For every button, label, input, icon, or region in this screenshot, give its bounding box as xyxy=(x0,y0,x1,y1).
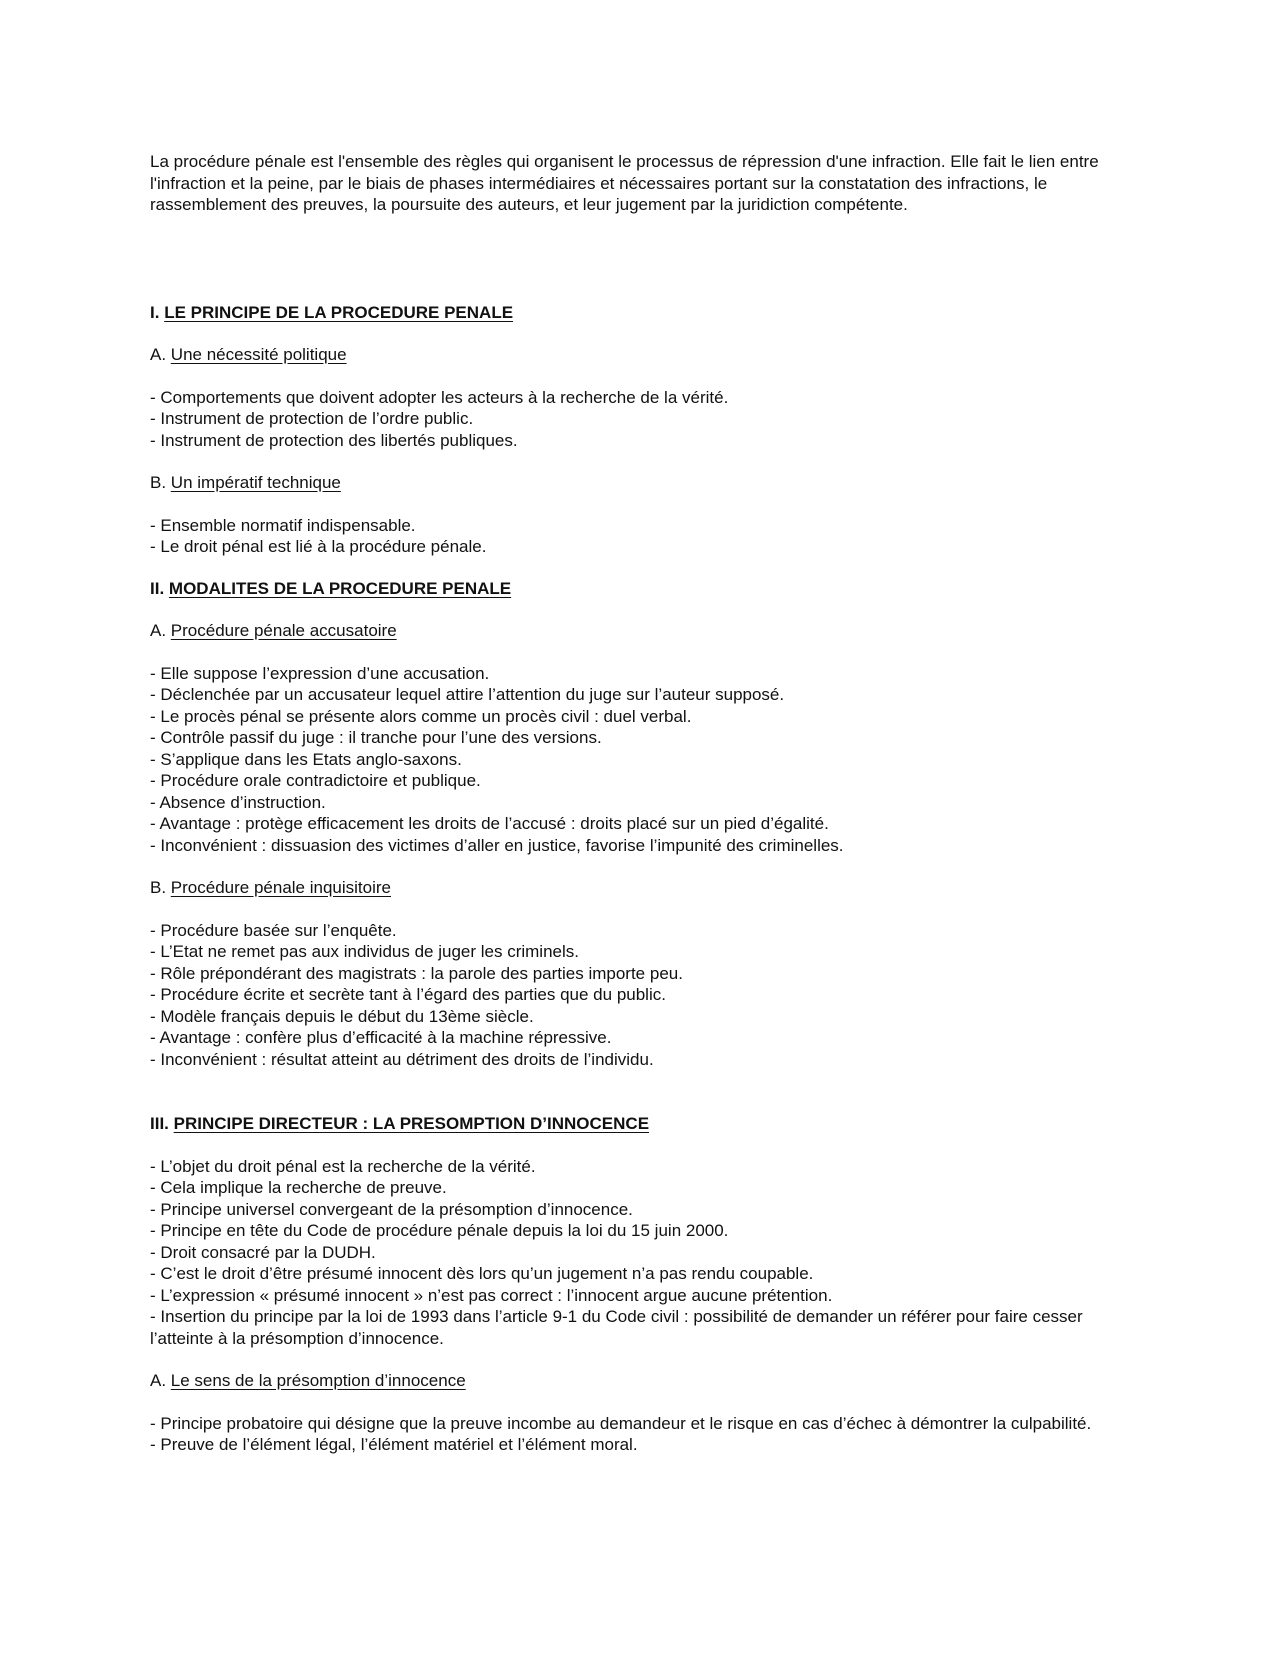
bullet-list xyxy=(150,920,1132,1071)
list-item: - Procédure orale contradictoire et publique. xyxy=(150,771,481,790)
bullet-list xyxy=(150,663,1132,857)
list-item: - Procédure basée sur l’enquête. xyxy=(150,920,397,940)
list-item: - Instrument de protection des libertés publiques. xyxy=(150,430,518,450)
list-item: - Absence d’instruction. xyxy=(150,792,326,812)
list-item: - Avantage : protège efficacement les droits de l’accusé : droits placé sur un pied d’égalité. xyxy=(150,814,829,833)
list-item: - L’objet du droit pénal est la recherche de la vérité. xyxy=(150,1156,536,1176)
subsection-1a xyxy=(150,344,1132,451)
list-item: - Inconvénient : dissuasion des victimes d’aller en justice, favorise l’impunité des criminelles. xyxy=(150,835,844,855)
section-3 xyxy=(150,1113,1132,1456)
subsection-number: B. xyxy=(150,473,167,492)
list-item: - L’expression « présumé innocent » n’est pas correct : l’innocent argue aucune prétention. xyxy=(150,1285,833,1305)
list-item: - Comportements que doivent adopter les acteurs à la recherche de la vérité. xyxy=(150,387,729,407)
subsection-number: B. xyxy=(150,878,167,897)
list-item: - Le procès pénal se présente alors comme un procès civil : duel verbal. xyxy=(150,706,692,726)
list-item: - Preuve de l’élément légal, l’élément matériel et l’élément moral. xyxy=(150,1435,638,1454)
bullet-list xyxy=(150,1156,1132,1350)
list-item: - Modèle français depuis le début du 13ème siècle. xyxy=(150,1006,534,1026)
document-body xyxy=(150,151,1132,1456)
section-title: LE PRINCIPE DE LA PROCEDURE PENALE xyxy=(164,302,514,322)
subsection-number: A. xyxy=(150,345,167,364)
list-item: - Instrument de protection de l’ordre public. xyxy=(150,409,474,428)
list-item: - Rôle prépondérant des magistrats : la parole des parties importe peu. xyxy=(150,963,683,983)
list-item: - Elle suppose l’expression d’une accusation. xyxy=(150,663,490,683)
list-item: - Ensemble normatif indispensable. xyxy=(150,515,416,535)
section-heading xyxy=(150,302,1132,324)
list-item: - Procédure écrite et secrète tant à l’égard des parties que du public. xyxy=(150,985,666,1004)
list-item: - C’est le droit d’être présumé innocent dès lors qu’un jugement n’a pas rendu coupable. xyxy=(150,1264,814,1283)
list-item: - S’applique dans les Etats anglo-saxons. xyxy=(150,749,462,769)
subsection-1b xyxy=(150,472,1132,558)
bullet-list xyxy=(150,387,1132,452)
subsection-heading xyxy=(150,1370,1132,1392)
list-item: - Contrôle passif du juge : il tranche pour l’une des versions. xyxy=(150,728,602,747)
list-item: - Inconvénient : résultat atteint au détriment des droits de l’individu. xyxy=(150,1049,654,1069)
subsection-3a xyxy=(150,1370,1132,1456)
subsection-title: Une nécessité politique xyxy=(170,345,347,364)
subsection-title: Procédure pénale inquisitoire xyxy=(170,878,391,897)
list-item: - Insertion du principe par la loi de 1993 dans l’article 9-1 du Code civil : possibilité de demander un référer pour faire cesser l’atteinte à la présomption d’innocence. xyxy=(150,1307,1083,1348)
section-2 xyxy=(150,578,1132,1071)
subsection-heading xyxy=(150,472,1132,494)
section-title: PRINCIPE DIRECTEUR : LA PRESOMPTION D’INNOCENCE xyxy=(173,1114,650,1133)
bullet-list xyxy=(150,1413,1132,1456)
subsection-2a xyxy=(150,620,1132,856)
section-number: III. xyxy=(150,1114,169,1133)
section-1 xyxy=(150,302,1132,558)
subsection-title: Procédure pénale accusatoire xyxy=(170,621,397,640)
subsection-heading xyxy=(150,620,1132,642)
section-number: I. xyxy=(150,302,160,322)
list-item: - Droit consacré par la DUDH. xyxy=(150,1242,376,1262)
subsection-number: A. xyxy=(150,621,167,640)
subsection-heading xyxy=(150,344,1132,366)
section-title: MODALITES DE LA PROCEDURE PENALE xyxy=(168,578,512,598)
list-item: - Déclenchée par un accusateur lequel attire l’attention du juge sur l’auteur supposé. xyxy=(150,685,785,704)
subsection-2b xyxy=(150,877,1132,1070)
subsection-title: Un impératif technique xyxy=(170,473,341,492)
section-number: II. xyxy=(150,578,165,598)
subsection-heading xyxy=(150,877,1132,899)
subsection-number: A. xyxy=(150,1371,167,1390)
list-item: - L’Etat ne remet pas aux individus de juger les criminels. xyxy=(150,942,579,961)
subsection-title: Le sens de la présomption d’innocence xyxy=(170,1371,466,1390)
bullet-list xyxy=(150,515,1132,558)
list-item: - Avantage : confère plus d’efficacité à la machine répressive. xyxy=(150,1028,612,1047)
section-heading xyxy=(150,578,1132,600)
section-heading xyxy=(150,1113,1132,1135)
list-item: - Principe probatoire qui désigne que la preuve incombe au demandeur et le risque en cas d’échec à démontrer la culpabilité. xyxy=(150,1413,1092,1433)
list-item: - Principe universel convergeant de la présomption d’innocence. xyxy=(150,1199,633,1219)
list-item: - Principe en tête du Code de procédure pénale depuis la loi du 15 juin 2000. xyxy=(150,1221,729,1240)
list-item: - Cela implique la recherche de preuve. xyxy=(150,1178,447,1197)
intro-paragraph: La procédure pénale est l'ensemble des règles qui organisent le processus de répression d'une infraction. Elle fait le lien entre l'infraction et la peine, par le biais de phases intermédiaires et nécessaires portant sur la constatation des infractions, le rassemblement des preuves, la poursuite des auteurs, et leur jugement par la juridiction compétente. xyxy=(150,152,1099,214)
list-item: - Le droit pénal est lié à la procédure pénale. xyxy=(150,537,487,556)
